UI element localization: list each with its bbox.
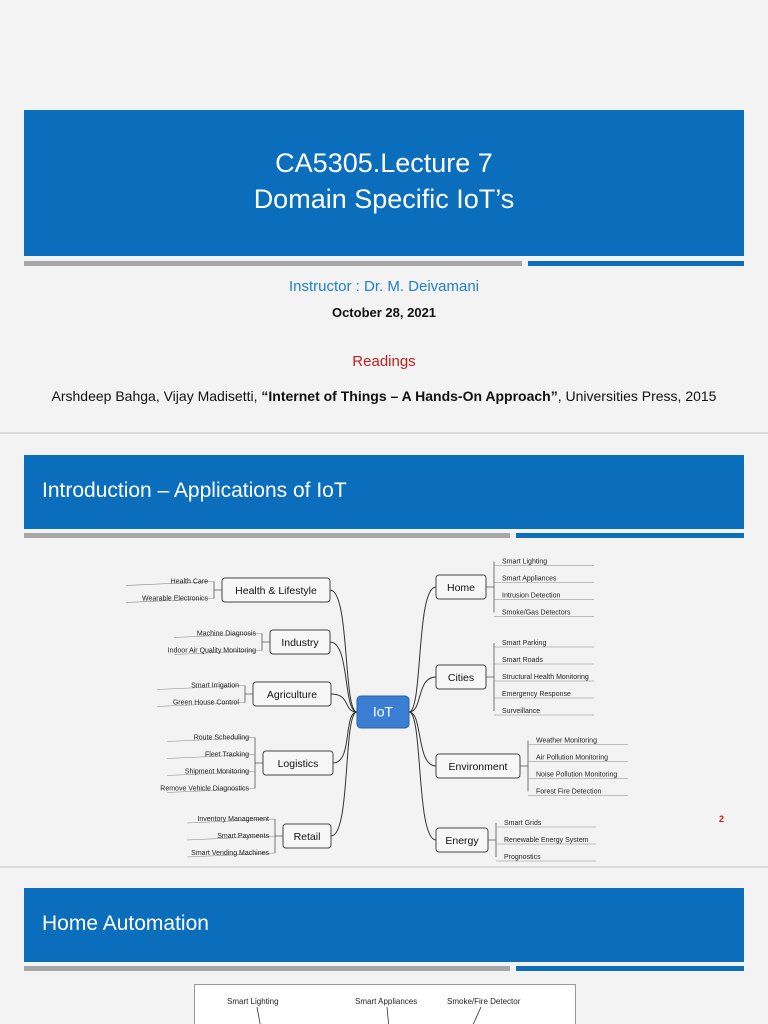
title-banner — [24, 110, 744, 256]
bracket-home — [486, 562, 494, 613]
bracket-cities — [486, 643, 494, 711]
leaf-route-scheduling: Route Scheduling — [193, 734, 249, 742]
leaf-surveillance: Surveillance — [502, 707, 541, 715]
leaf-smart-parking: Smart Parking — [502, 639, 547, 647]
node-label-energy: Energy — [445, 834, 479, 847]
page-number: 2 — [719, 814, 725, 824]
leaf-fleet-tracking: Fleet Tracking — [205, 751, 249, 759]
node-label-health-lifestyle: Health & Lifestyle — [235, 584, 317, 597]
reference-publisher: , Universities Press, 2015 — [557, 388, 717, 404]
connector-retail — [331, 712, 357, 836]
connector-environment — [409, 712, 436, 766]
bracket-industry — [262, 634, 270, 651]
divider-gray — [24, 966, 510, 971]
node-label-home: Home — [446, 581, 476, 594]
title-slide — [0, 0, 768, 432]
bracket-environment — [520, 741, 528, 792]
lecture-subtitle: Domain Specific IoT’s — [253, 184, 515, 214]
leaf-machine-diagnosis: Machine Diagnosis — [196, 630, 256, 638]
divider-blue — [528, 261, 744, 266]
leaf-noise-pollution-monitoring: Noise Pollution Monitoring — [536, 771, 618, 779]
leaf-indoor-air-quality-monitoring: Indoor Air Quality Monitoring — [167, 647, 256, 655]
leaf-inventory-management: Inventory Management — [197, 815, 269, 823]
diagram-label-smart-lighting: Smart Lighting — [227, 997, 279, 1006]
bracket-logistics — [255, 738, 263, 789]
lecture-date: October 28, 2021 — [331, 305, 437, 320]
reference-book-title: “Internet of Things – A Hands-On Approach” — [261, 388, 558, 404]
leaf-shipment-monitoring: Shipment Monitoring — [184, 768, 249, 776]
bracket-agriculture — [245, 686, 253, 703]
leaf-prognostics: Prognostics — [504, 853, 541, 861]
connector-home — [409, 587, 436, 712]
home-automation-slide — [0, 868, 768, 1024]
readings-heading: Readings — [352, 353, 416, 370]
divider-gray — [24, 261, 522, 266]
leaf-emergency-response: Emergency Response — [502, 690, 571, 698]
leaf-intrusion-detection: Intrusion Detection — [502, 592, 561, 600]
bracket-retail — [275, 819, 283, 853]
node-label-industry: Industry — [281, 636, 319, 649]
divider-blue — [516, 966, 744, 971]
bracket-energy — [488, 823, 496, 857]
leaf-wearable-electronics: Wearable Electronics — [141, 595, 208, 603]
leaf-smart-lighting: Smart Lighting — [502, 558, 548, 566]
connector-logistics — [333, 712, 357, 763]
applications-slide — [0, 434, 768, 866]
lecture-title: CA5305.Lecture 7 — [275, 148, 493, 178]
instructor-name: Instructor : Dr. M. Deivamani — [288, 278, 480, 295]
node-label-retail: Retail — [293, 830, 321, 843]
leaf-green-house-control: Green House Control — [172, 699, 239, 707]
slide-title: Home Automation — [42, 912, 209, 935]
iot-mind-map — [0, 534, 768, 866]
leaf-smart-grids: Smart Grids — [504, 819, 542, 827]
slide-title-banner — [24, 888, 744, 962]
leaf-weather-monitoring: Weather Monitoring — [536, 737, 597, 745]
diagram-label-smoke-detector: Smoke/Fire Detector — [447, 997, 521, 1006]
reference-authors: Arshdeep Bahga, Vijay Madisetti, — [51, 388, 262, 404]
diagram-connectors — [195, 985, 575, 1024]
leaf-smart-appliances: Smart Appliances — [502, 575, 557, 583]
connector-industry — [330, 642, 357, 712]
leaf-smart-roads: Smart Roads — [502, 656, 543, 664]
leaf-smart-payments: Smart Payments — [217, 832, 269, 840]
leaf-smoke-gas-detectors: Smoke/Gas Detectors — [502, 609, 571, 617]
connector-energy — [409, 712, 436, 840]
slide-title-banner — [24, 455, 744, 529]
leaf-smart-irrigation: Smart Irrigation — [191, 682, 239, 690]
node-label-agriculture: Agriculture — [266, 688, 318, 701]
diagram-label-smart-appliances: Smart Appliances — [355, 997, 418, 1006]
reading-reference — [0, 388, 768, 404]
home-automation-diagram — [194, 984, 576, 1024]
leaf-smart-vending-machines: Smart Vending Machines — [191, 849, 269, 857]
node-label-logistics: Logistics — [277, 757, 319, 770]
leaf-forest-fire-detection: Forest Fire Detection — [536, 788, 602, 796]
node-label-iot: IoT — [372, 703, 394, 720]
leaf-air-pollution-monitoring: Air Pollution Monitoring — [536, 754, 608, 762]
leaf-remove-vehicle-diagnostics: Remove Vehicle Diagnostics — [160, 785, 249, 793]
node-label-environment: Environment — [448, 760, 508, 773]
leaf-health-care: Health Care — [170, 578, 208, 586]
node-label-cities: Cities — [447, 671, 475, 684]
leaf-structural-health-monitoring: Structural Health Monitoring — [502, 673, 589, 681]
slide-title: Introduction – Applications of IoT — [42, 479, 347, 502]
bracket-health-lifestyle — [214, 582, 222, 599]
leaf-renewable-energy-system: Renewable Energy System — [504, 836, 589, 844]
